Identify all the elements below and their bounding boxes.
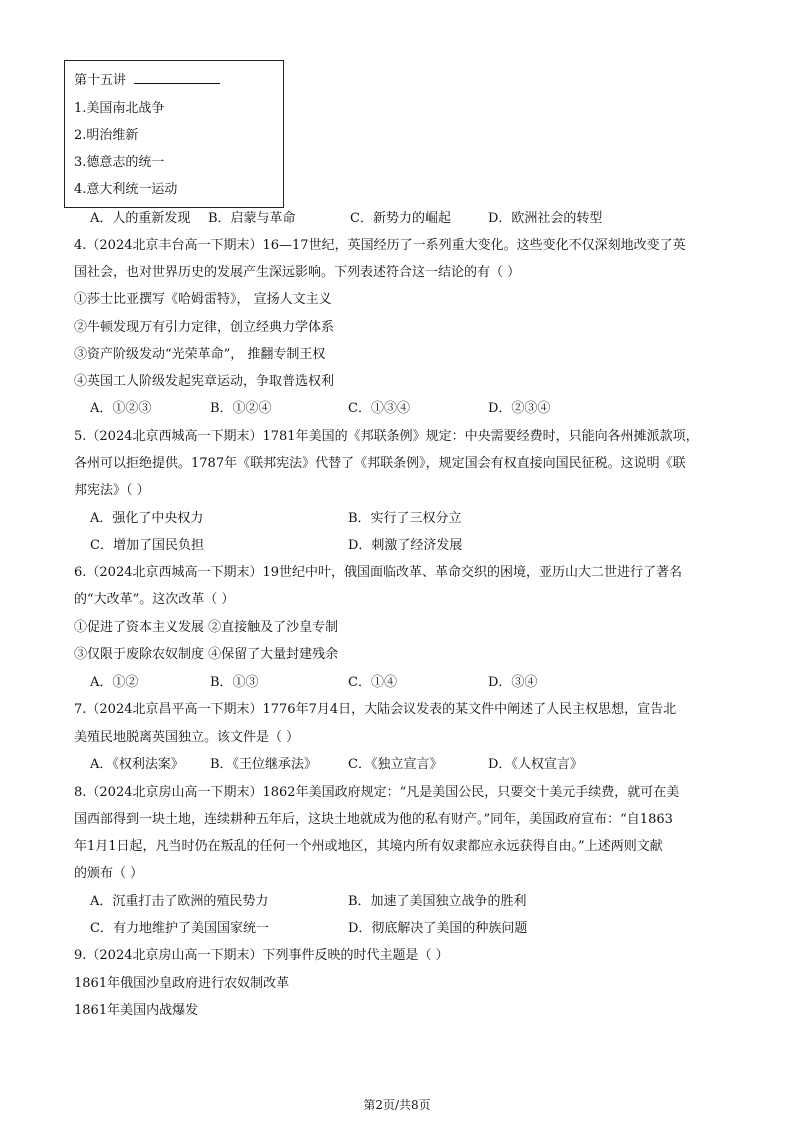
q4-statement: ②牛顿发现万有引力定律，创立经典力学体系 — [74, 320, 335, 335]
q5-option-b: B．实行了三权分立 — [348, 511, 462, 526]
q6-statement: ③仅限于废除农奴制度 ④保留了大量封建残余 — [74, 647, 339, 662]
q8-stem-line: 8.（2024北京房山高一下期末）1862年美国政府规定：“凡是美国公民，只要交十美元手续费，就可在美 — [74, 785, 680, 800]
q8-stem-line: 年1月1日起，凡当时仍在叛乱的任何一个州或地区，其境内所有奴隶都应永远获得自由。”上述两则文献 — [74, 839, 663, 854]
q5-stem-line: 邦宪法》（ ） — [74, 483, 150, 498]
q4-option-c: C．①③④ — [348, 401, 410, 416]
q3-option-b: B．启蒙与革命 — [208, 211, 296, 226]
q4-statement: ①莎士比亚撰写《哈姆雷特》， 宣扬人文主义 — [74, 292, 332, 307]
q5-option-d: D．刺激了经济发展 — [348, 538, 463, 553]
q7-option-d: D．《人权宣言》 — [488, 757, 583, 772]
outline-item: 1.美国南北战争 — [74, 101, 165, 116]
q5-option-c: C．增加了国民负担 — [90, 538, 204, 553]
page-number: 第2页/共8页 — [363, 1098, 431, 1112]
q4-option-b: B．①②④ — [210, 401, 272, 416]
q6-stem-line: 6.（2024北京西城高一下期末）19世纪中叶，俄国面临改革、革命交织的困境，亚历山大二世进行了著名 — [74, 565, 683, 580]
q4-statement: ④英国工人阶级发起宪章运动，争取普选权利 — [74, 374, 335, 389]
q4-statement: ③资产阶级发动“光荣革命”， 推翻专制王权 — [74, 347, 326, 362]
q6-option-c: C．①④ — [348, 675, 397, 690]
q8-option-a: A．沉重打击了欧洲的殖民势力 — [90, 894, 269, 909]
lecture-title-line — [74, 69, 220, 88]
outline-item: 4.意大利统一运动 — [74, 182, 178, 197]
q3-option-a: A．人的重新发现 — [90, 211, 191, 226]
q4-option-d: D．②③④ — [488, 401, 551, 416]
q3-option-d: D．欧洲社会的转型 — [488, 211, 603, 226]
q7-stem-line: 美殖民地脱离英国独立。该文件是（ ） — [74, 730, 300, 745]
q5-option-a: A．强化了中央权力 — [90, 511, 204, 526]
lecture-title: 第十五讲 — [74, 73, 127, 88]
q6-statement: ①促进了资本主义发展 ②直接触及了沙皇专制 — [74, 620, 339, 635]
lecture-outline-box — [64, 60, 284, 208]
q7-option-b: B．《王位继承法》 — [210, 757, 318, 772]
q4-stem-line: 国社会，也对世界历史的发展产生深远影响。下列表述符合这一结论的有（ ） — [74, 265, 521, 280]
q9-event: 1861年美国内战爆发 — [74, 1003, 199, 1018]
title-blank — [134, 73, 220, 84]
q8-stem-line: 国西部得到一块土地，连续耕种五年后，这块土地就成为他的私有财产。”同年，美国政府宣布：“自1863 — [74, 812, 673, 827]
q9-stem-line: 9.（2024北京房山高一下期末）下列事件反映的时代主题是（ ） — [74, 948, 449, 963]
q6-option-d: D．③④ — [488, 675, 538, 690]
q8-option-c: C．有力地维护了美国国家统一 — [90, 921, 269, 936]
q4-option-a: A．①②③ — [90, 401, 152, 416]
outline-item: 3.德意志的统一 — [74, 155, 165, 170]
q3-option-c: C．新势力的崛起 — [350, 211, 451, 226]
q5-stem-line: 5.（2024北京西城高一下期末）1781年美国的《邦联条例》规定：中央需要经费时，只能向各州摊派款项， — [74, 429, 699, 444]
q6-option-b: B．①③ — [210, 675, 259, 690]
q5-stem-line: 各州可以拒绝提供。1787年《联邦宪法》代替了《邦联条例》，规定国会有权直接向国民征税。这说明《联 — [74, 456, 686, 471]
q8-option-d: D．彻底解决了美国的种族问题 — [348, 921, 528, 936]
q7-option-a: A．《权利法案》 — [90, 757, 184, 772]
outline-item: 2.明治维新 — [74, 128, 139, 143]
q8-stem-line: 的颁布（ ） — [74, 866, 144, 881]
q6-option-a: A．①② — [90, 675, 139, 690]
q8-option-b: B．加速了美国独立战争的胜利 — [348, 894, 527, 909]
q6-stem-line: 的“大改革”。这次改革（ ） — [74, 592, 235, 607]
q7-option-c: C．《独立宣言》 — [348, 757, 443, 772]
q7-stem-line: 7.（2024北京昌平高一下期末）1776年7月4日，大陆会议发表的某文件中阐述了人民主权思想，宣告北 — [74, 702, 677, 717]
q9-event: 1861年俄国沙皇政府进行农奴制改革 — [74, 976, 290, 991]
q4-stem-line: 4.（2024北京丰台高一下期末）16—17世纪，英国经历了一系列重大变化。这些变化不仅深刻地改变了英 — [74, 238, 686, 253]
